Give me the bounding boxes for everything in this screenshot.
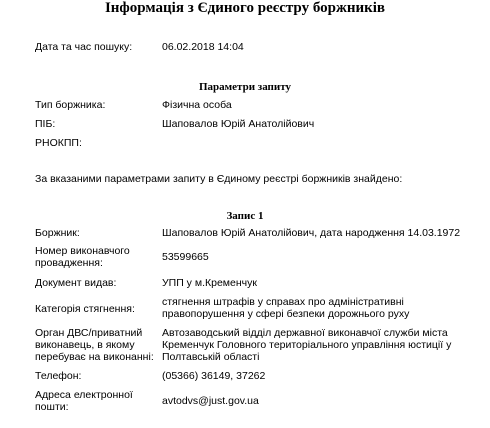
issued-document-label: Документ видав: [35, 277, 117, 289]
email-label-line2: пошти: [35, 401, 69, 413]
collection-category-value-line1: стягнення штрафів у справах про адміністративні [162, 296, 404, 308]
authority-label-line3: перебуває на виконанні: [35, 351, 154, 363]
search-datetime-value: 06.02.2018 14:04 [162, 41, 244, 53]
full-name-label: ПІБ: [35, 118, 56, 130]
authority-label-line1: Орган ДВС/приватний [35, 327, 143, 339]
phone-value: (05366) 36149, 37262 [162, 370, 266, 382]
authority-value-line2: Кременчук Головного територіального управління юстиції у [162, 339, 452, 351]
debtor-label: Боржник: [35, 227, 80, 239]
issued-document-value: УПП у м.Кременчук [162, 277, 257, 289]
query-params-heading: Параметри запиту [198, 81, 291, 93]
debtor-type-value: Фізична особа [162, 99, 232, 111]
result-text: За вказаними параметрами запиту в Єдиному реєстрі боржників знайдено: [35, 173, 403, 185]
collection-category-value-line2: правопорушення у сфері безпеки дорожнього руху [162, 308, 410, 320]
phone-label: Телефон: [35, 370, 82, 382]
authority-value-line1: Автозаводський відділ державної виконавчої служби міста [162, 327, 448, 339]
debtor-type-label: Тип боржника: [35, 99, 106, 111]
debtor-value: Шаповалов Юрій Анатолійович, дата народження 14.03.1972 [162, 227, 461, 239]
proceeding-number-value: 53599665 [162, 251, 209, 263]
collection-category-label: Категорія стягнення: [35, 303, 135, 315]
proceeding-number-label-line2: провадження: [35, 257, 103, 269]
full-name-value: Шаповалов Юрій Анатолійович [162, 118, 315, 130]
email-value[interactable]: avtodvs@just.gov.ua [162, 395, 259, 407]
record-heading: Запис 1 [226, 210, 264, 222]
rnokpp-label: РНОКПП: [35, 137, 82, 149]
authority-label-line2: виконавець, в якому [35, 339, 135, 351]
page-title: Інформація з Єдиного реєстру боржників [104, 0, 386, 16]
authority-value-line3: Полтавській області [162, 351, 260, 363]
search-datetime-label: Дата та час пошуку: [35, 41, 133, 53]
proceeding-number-label-line1: Номер виконавчого [35, 245, 130, 257]
email-label-line1: Адреса електронної [35, 389, 133, 401]
